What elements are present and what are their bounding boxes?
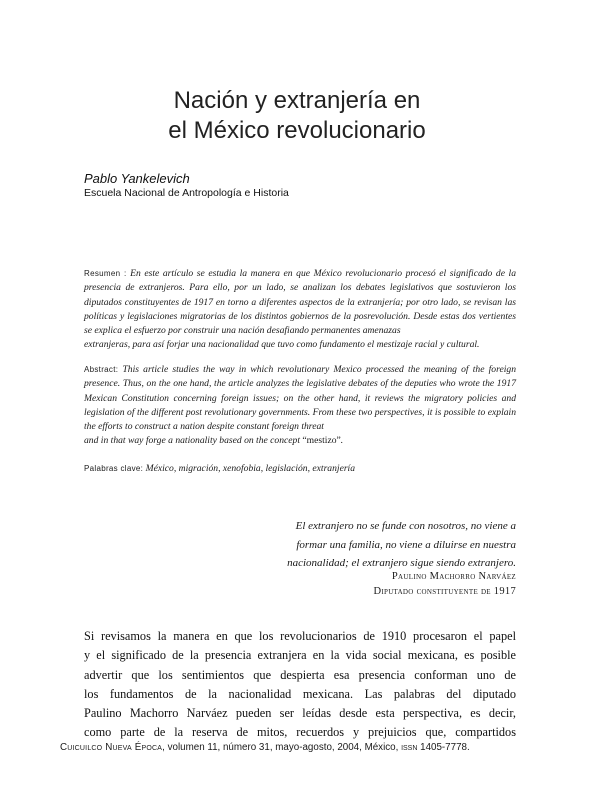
abstract-quoted-term: “mestizo” [302, 435, 341, 447]
epigraph-attribution-role: Diputado constituyente de 1917 [373, 586, 516, 597]
epigraph-line-1: El extranjero no se funde con nosotros, no viene a [295, 520, 516, 532]
abstract-label: Abstract: [84, 365, 119, 374]
abstract-paragraph [84, 363, 516, 449]
abstract-last-line [84, 434, 516, 448]
body-line: Si revisamos la manera en que los revolucionarios de 1910 procesaron el papel [84, 629, 516, 643]
author-affiliation: Escuela Nacional de Antropología e Historia [84, 187, 289, 199]
resumen-label: Resumen : [84, 269, 127, 278]
epigraph-attribution-name: Paulino Machorro Narváez [391, 571, 516, 582]
body-paragraph [84, 627, 516, 743]
body-line: como parte de la reserva de mitos, recuerdos y prejuicios que, compartidos [84, 725, 516, 740]
title-line-1: Nación y extranjería en [173, 87, 421, 114]
abstract-last-before: and in that way forge a nationality based on the concept [84, 435, 303, 447]
title-line-2: el México revolucionario [168, 117, 426, 144]
issn-label: issn [401, 742, 418, 753]
abstract-text: This article studies the way in which revolutionary Mexico processed the meaning of the foreign presence. Thus, on the one hand, the article analyzes the legislative debates of the deputies who wrote the 1917 Mexican Constitution concerning foreign issues; on the other hand, it reviews the migratory policies and legislation of the different post revolutionary governments. From these two perspectives, it is possible to explain the efforts to construct a nation despite constant foreign threat [84, 364, 516, 433]
issn-number: 1405-7778. [417, 742, 470, 753]
footer-details: , volumen 11, número 31, mayo-agosto, 2004, México, [162, 742, 402, 753]
epigraph-quote [250, 517, 516, 573]
body-line: los fundamentos de la nacionalidad mexicana. Las palabras del diputado [84, 686, 516, 701]
page-footer [60, 742, 534, 753]
abstract-last-after: . [340, 435, 344, 447]
epigraph-line-3: nacionalidad; el extranjero sigue siendo extranjero. [287, 557, 516, 569]
article-title [60, 86, 534, 146]
resumen-last-line: extranjeras, para así forjar una nacionalidad que tuvo como fundamento el mestizaje racial y cultural. [84, 339, 480, 351]
epigraph-line-2: formar una familia, no viene a diluirse en nuestra [296, 538, 516, 551]
keywords-text: México, migración, xenofobia, legislación, extranjería [145, 463, 356, 474]
author-name: Pablo Yankelevich [84, 171, 190, 186]
body-line: y el significado de la presencia extranjera en la vida social mexicana, es posible [84, 648, 516, 663]
body-line: advertir que los sentimientos que despierta esa presencia conforman uno de [84, 667, 516, 682]
keywords-label: Palabras clave: [84, 464, 144, 473]
keywords [84, 463, 516, 474]
journal-name: Cuicuilco Nueva Época [60, 742, 163, 753]
body-line: Paulino Machorro Narváez pueden ser leídas desde esta perspectiva, es decir, [84, 706, 516, 721]
resumen-text: En este artículo se estudia la manera en que México revolucionario procesó el significado de la presencia de extranjeros. Para ello, por un lado, se analizan los debates legislativos que sostuvieron los diputados constituyentes de 1917 en torno a diferentes aspectos de la extranjería; por otro lado, se revisan las políticas y legislaciones migratorias de los distintos gobiernos de la posrevolución. Desde estas dos vertientes se explica el esfuerzo por construir una nación desafiando permanentes amenazas [84, 268, 516, 337]
resumen-paragraph [84, 267, 516, 353]
